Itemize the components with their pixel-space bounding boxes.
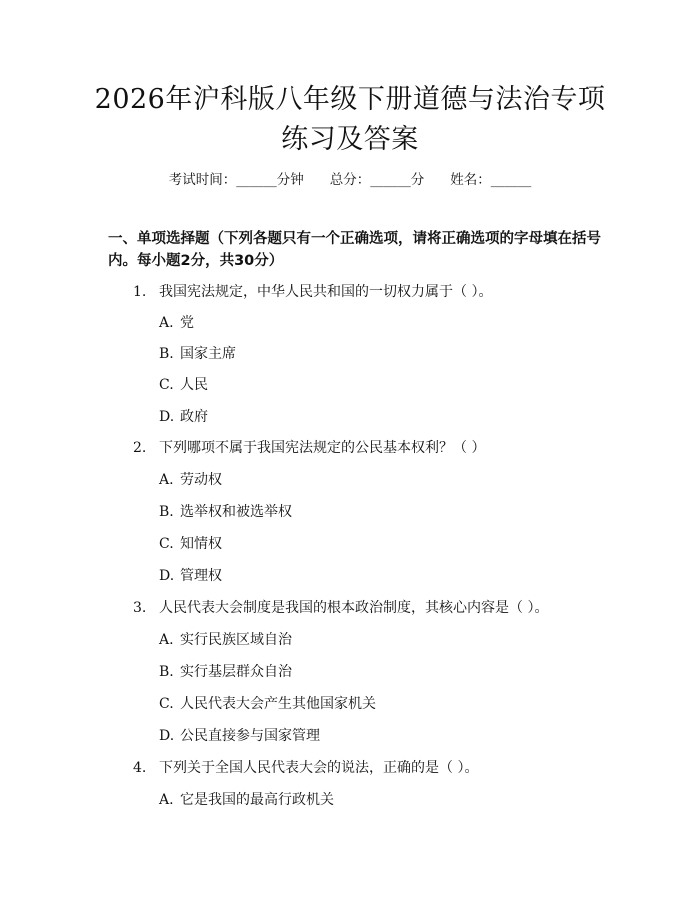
option-2b — [159, 502, 292, 522]
option-text: 党 — [180, 315, 194, 331]
question-text: 下列关于全国人民代表大会的说法，正确的是（ ）。 — [159, 760, 479, 776]
question-number: 1. — [133, 284, 147, 300]
option-letter: D. — [159, 568, 175, 584]
page-title: 2026年沪科版八年级下册道德与法治专项练习及答案 — [94, 84, 606, 155]
option-letter: C. — [159, 536, 174, 552]
option-letter: A. — [159, 315, 174, 331]
exam-time: 考试时间：______分钟 — [168, 172, 304, 188]
question-text: 人民代表大会制度是我国的根本政治制度，其核心内容是（ ）。 — [159, 600, 549, 616]
option-3b — [159, 662, 292, 682]
option-letter: A. — [159, 472, 174, 488]
option-2a — [159, 470, 222, 490]
option-letter: A. — [159, 792, 174, 808]
option-4a — [159, 790, 334, 810]
question-number: 4. — [133, 760, 147, 776]
option-text: 它是我国的最高行政机关 — [180, 792, 334, 808]
option-3d — [159, 726, 320, 746]
option-text: 政府 — [180, 409, 208, 425]
option-1a — [159, 313, 194, 333]
section-heading: 一、单项选择题（下列各题只有一个正确选项，请将正确选项的字母填在括号内。每小题2分，共30分） — [108, 231, 601, 269]
option-1b — [159, 344, 236, 364]
option-letter: D. — [159, 728, 175, 744]
question-number: 3. — [133, 600, 147, 616]
option-text: 选举权和被选举权 — [180, 504, 292, 520]
option-3c — [159, 694, 376, 714]
option-letter: D. — [159, 409, 175, 425]
option-text: 劳动权 — [180, 472, 222, 488]
option-letter: B. — [159, 504, 174, 520]
question-1 — [133, 282, 492, 302]
option-letter: B. — [159, 664, 174, 680]
question-number: 2. — [133, 440, 147, 456]
option-text: 管理权 — [180, 568, 222, 584]
option-text: 人民代表大会产生其他国家机关 — [180, 696, 376, 712]
option-text: 公民直接参与国家管理 — [180, 728, 320, 744]
option-letter: A. — [159, 632, 174, 648]
question-text: 下列哪项不属于我国宪法规定的公民基本权利？（ ） — [159, 440, 486, 456]
option-letter: B. — [159, 346, 174, 362]
option-text: 国家主席 — [180, 346, 236, 362]
option-text: 实行基层群众自治 — [180, 664, 292, 680]
option-2c — [159, 534, 222, 554]
question-text: 我国宪法规定，中华人民共和国的一切权力属于（ ）。 — [159, 284, 493, 300]
option-letter: C. — [159, 377, 174, 393]
option-text: 人民 — [180, 377, 208, 393]
option-3a — [159, 630, 292, 650]
option-text: 实行民族区域自治 — [180, 632, 292, 648]
option-letter: C. — [159, 696, 174, 712]
question-3 — [133, 598, 548, 618]
option-1d — [159, 407, 208, 427]
total-score: 总分：______分 — [329, 172, 425, 188]
question-4 — [133, 758, 478, 778]
option-text: 知情权 — [180, 536, 222, 552]
option-2d — [159, 566, 222, 586]
exam-meta — [0, 168, 700, 188]
student-name: 姓名：______ — [450, 172, 532, 188]
option-1c — [159, 375, 208, 395]
question-2 — [133, 438, 485, 458]
